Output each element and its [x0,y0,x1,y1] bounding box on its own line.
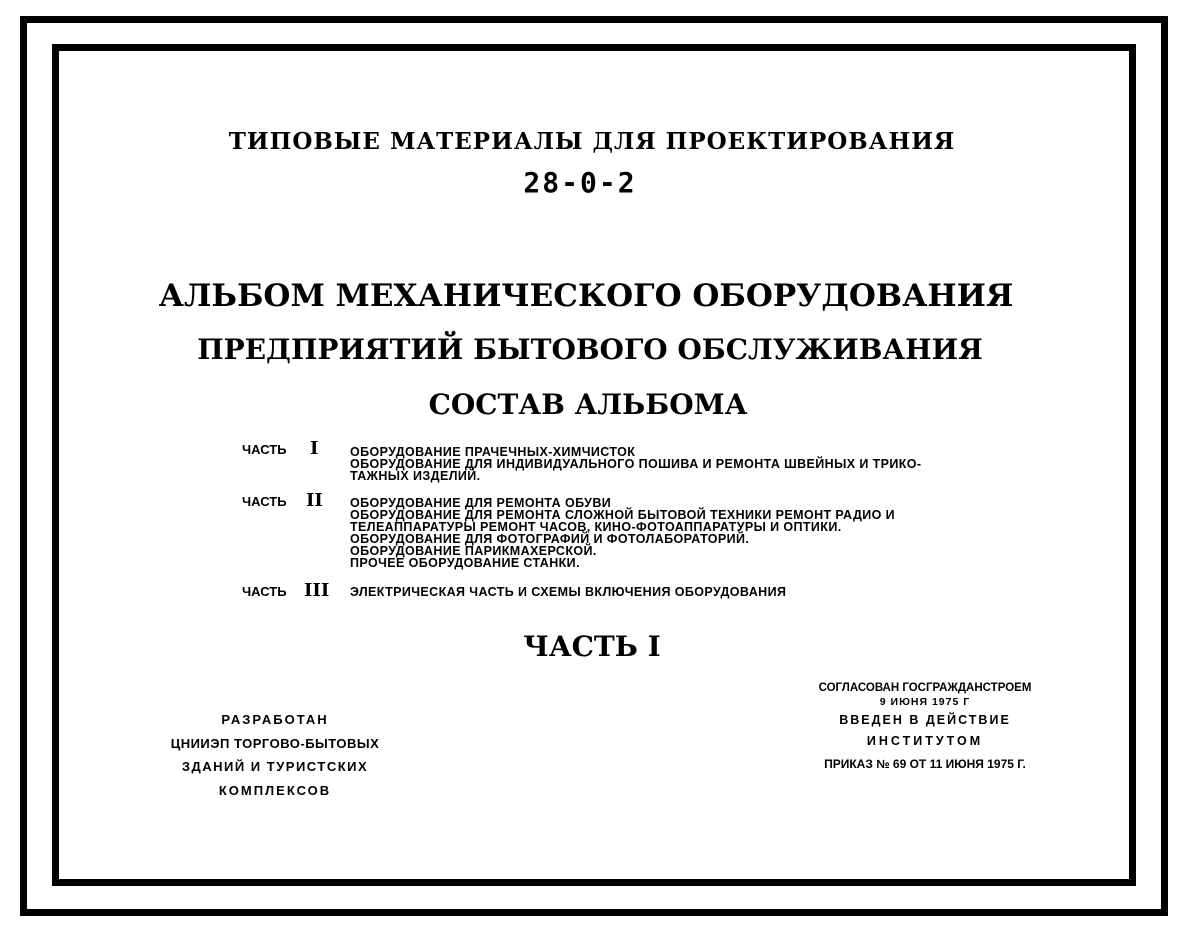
part-2-label: ЧАСТЬ [242,494,287,509]
part-3-line: ЭЛЕКТРИЧЕСКАЯ ЧАСТЬ И СХЕМЫ ВКЛЮЧЕНИЯ ОБОРУДОВАНИЯ [350,585,787,599]
part-2-line: ОБОРУДОВАНИЕ ДЛЯ РЕМОНТА СЛОЖНОЙ БЫТОВОЙ ТЕХНИКИ РЕМОНТ РАДИО И [350,508,896,522]
part-1-line: ОБОРУДОВАНИЕ ПРАЧЕЧНЫХ-ХИМЧИСТОК [350,445,636,459]
approval-line-4: ИНСТИТУТОМ [866,734,984,748]
part-2-line: ТЕЛЕАППАРАТУРЫ РЕМОНТ ЧАСОВ, КИНО-ФОТОАППАРАТУРЫ И ОПТИКИ. [350,520,842,534]
approval-line-2: 9 ИЮНЯ 1975 Г [879,696,971,708]
part-2-line: ОБОРУДОВАНИЕ ДЛЯ ФОТОГРАФИЙ И ФОТОЛАБОРАТОРИЙ. [350,532,750,546]
part-1-number: I [310,438,319,459]
document-code: 28-0-2 [523,166,637,199]
approval-line-1: СОГЛАСОВАН ГОСГРАЖДАНСТРОЕМ [818,682,1032,694]
part-2-line: ПРОЧЕЕ ОБОРУДОВАНИЕ СТАНКИ. [350,556,580,570]
part-1-line: ТАЖНЫХ ИЗДЕЛИЙ. [350,469,481,483]
album-title-line-1: АЛЬБОМ МЕХАНИЧЕСКОГО ОБОРУДОВАНИЯ [158,278,1014,314]
part-1-label: ЧАСТЬ [242,442,287,457]
developer-line-3: ЗДАНИЙ И ТУРИСТСКИХ [181,759,369,774]
part-2-number: II [306,490,323,511]
developer-line-2: ЦНИИЭП ТОРГОВО-БЫТОВЫХ [170,736,380,751]
part-2-line: ОБОРУДОВАНИЕ ДЛЯ РЕМОНТА ОБУВИ [350,496,612,510]
part-3-label: ЧАСТЬ [242,584,287,599]
contents-heading: СОСТАВ АЛЬБОМА [428,388,748,421]
approval-line-3: ВВЕДЕН В ДЕЙСТВИЕ [839,713,1011,727]
part-3-number: III [304,580,330,601]
series-title: ТИПОВЫЕ МАТЕРИАЛЫ ДЛЯ ПРОЕКТИРОВАНИЯ [228,128,956,155]
current-part-heading: ЧАСТЬ I [523,630,661,663]
developer-line-1: РАЗРАБОТАН [221,712,329,727]
approval-line-5: ПРИКАЗ № 69 ОТ 11 ИЮНЯ 1975 Г. [824,757,1026,771]
part-2-line: ОБОРУДОВАНИЕ ПАРИКМАХЕРСКОЙ. [350,544,597,558]
part-1-line: ОБОРУДОВАНИЕ ДЛЯ ИНДИВИДУАЛЬНОГО ПОШИВА И РЕМОНТА ШВЕЙНЫХ И ТРИКО- [350,457,922,471]
developer-line-4: КОМПЛЕКСОВ [218,783,332,798]
album-title-line-2: ПРЕДПРИЯТИЙ БЫТОВОГО ОБСЛУЖИВАНИЯ [197,333,983,366]
